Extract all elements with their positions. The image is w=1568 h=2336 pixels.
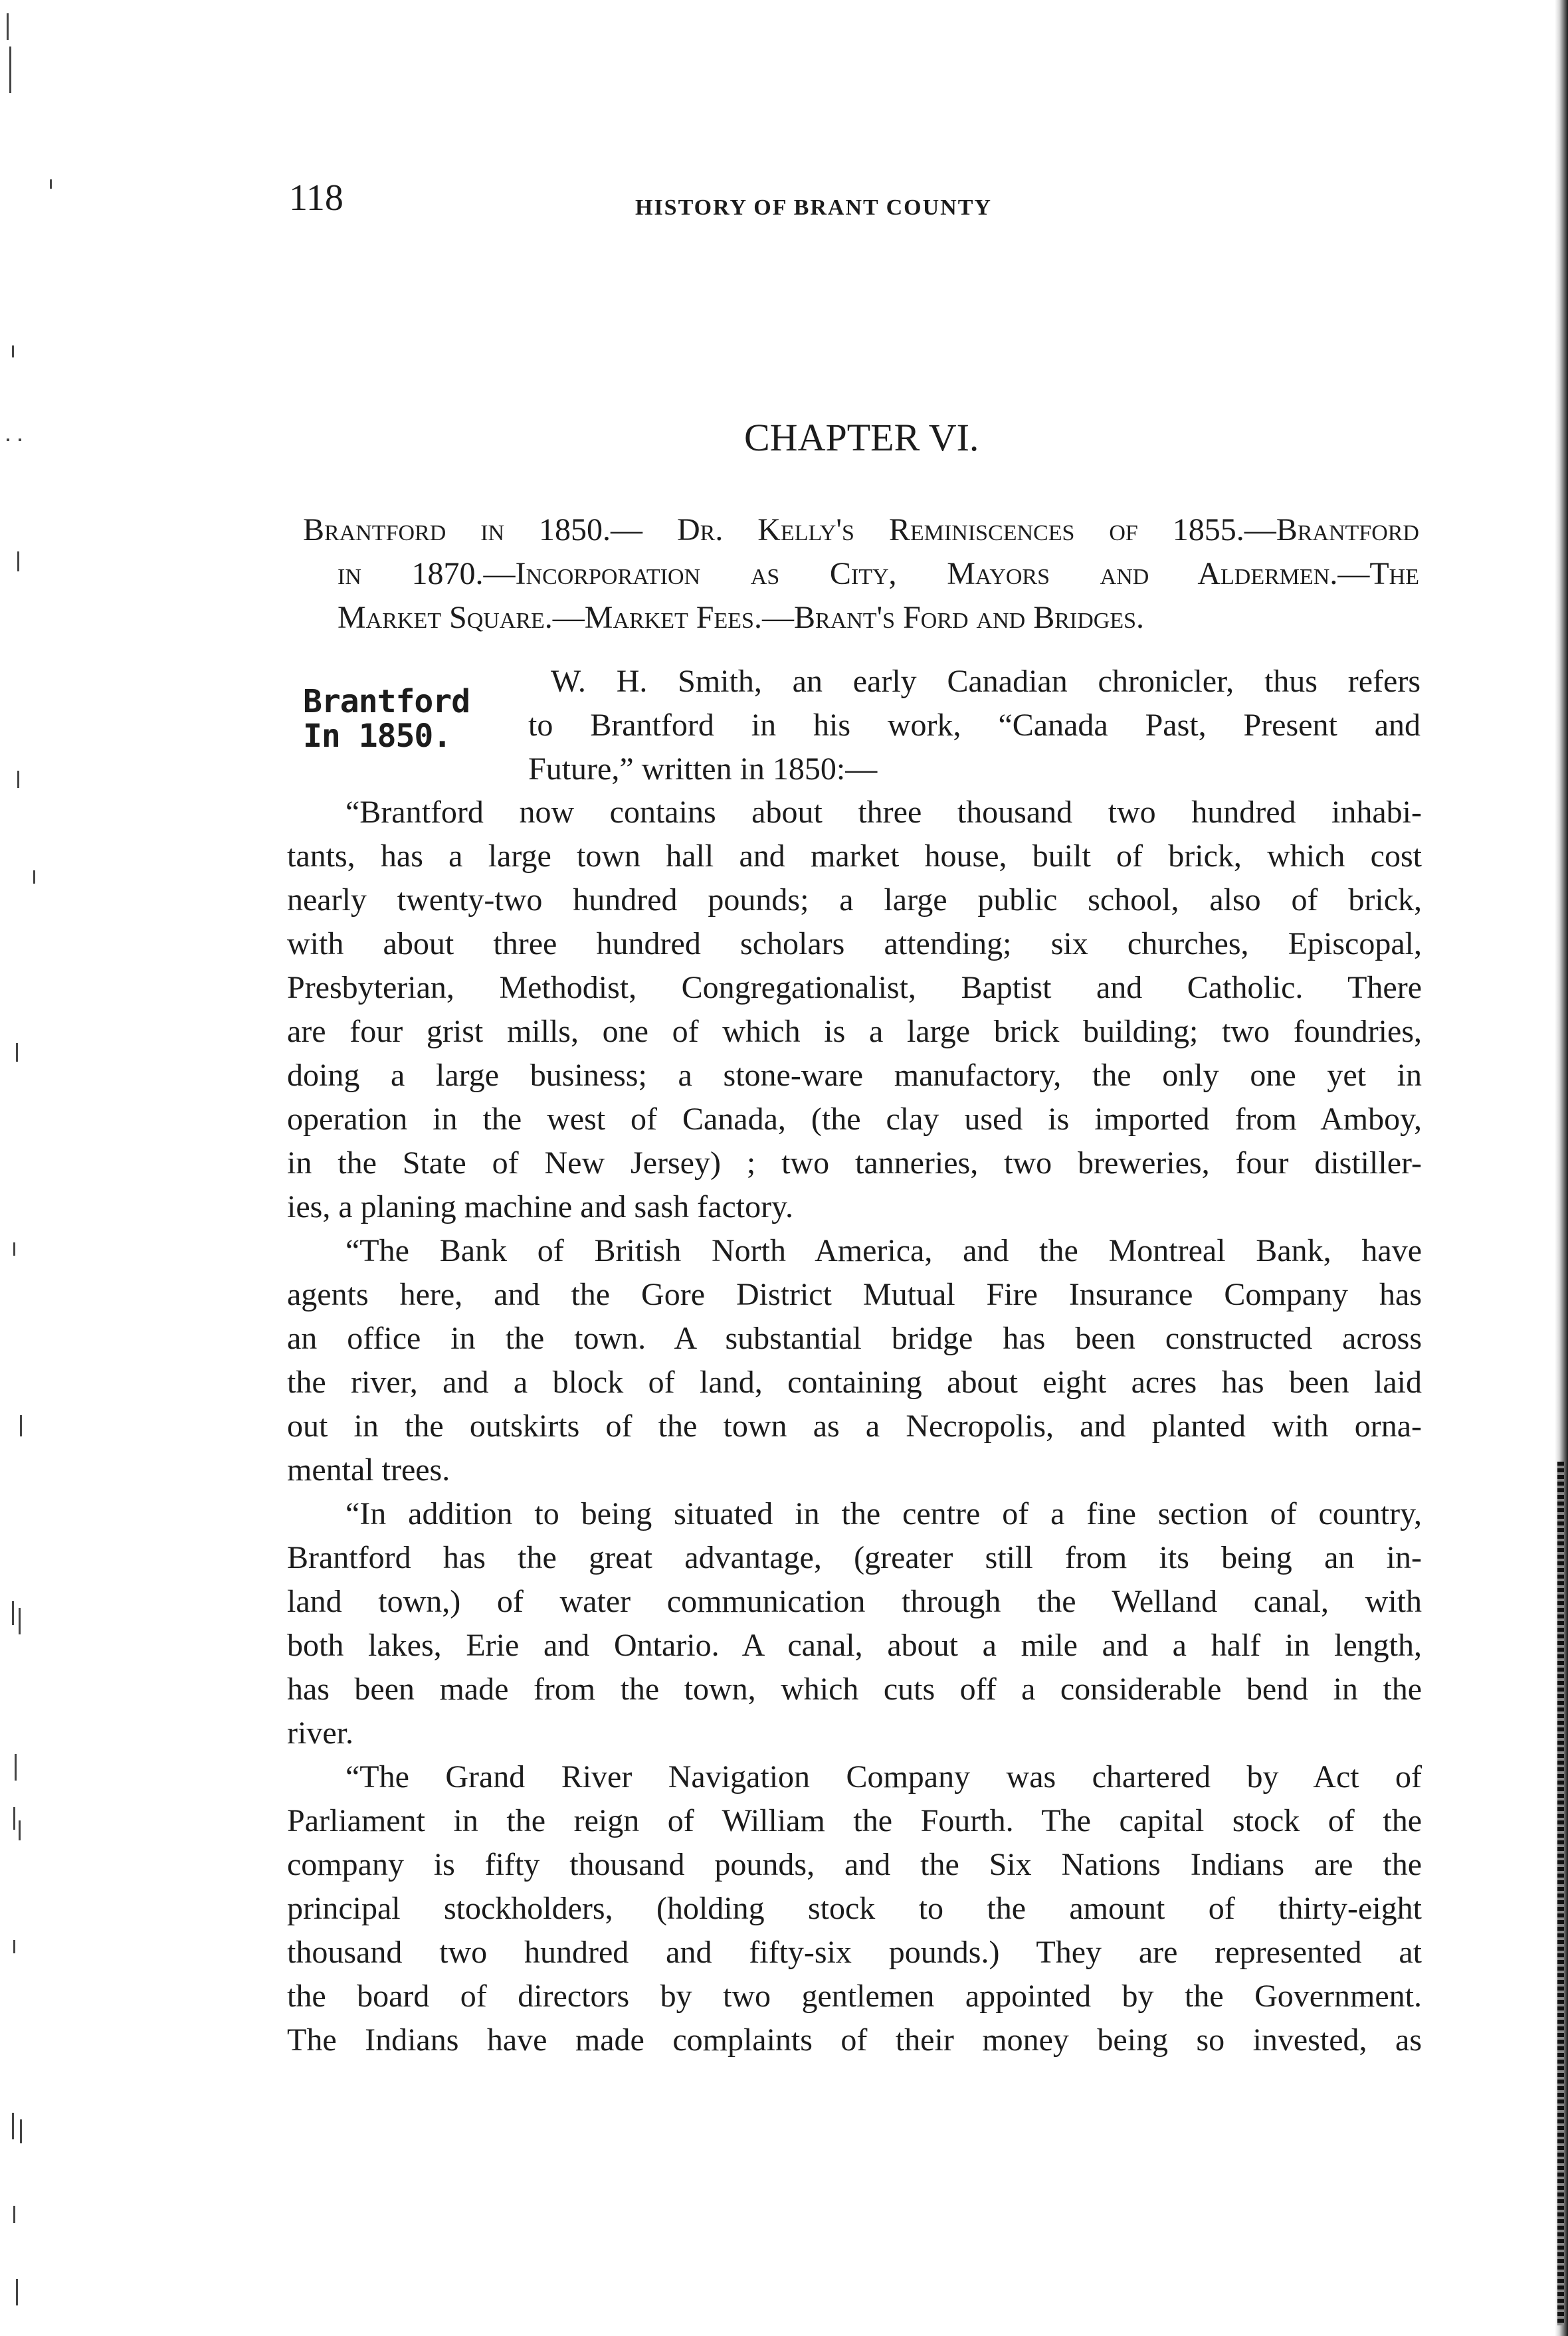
sidenote-line: In 1850.: [303, 718, 452, 755]
text-line: “Brantford now contains about three thousand two hundred inhabi-: [345, 795, 1422, 830]
text-line: agents here, and the Gore District Mutual Fire Insurance Company has: [287, 1277, 1422, 1312]
text-line: mental trees.: [287, 1452, 450, 1488]
text-line: “The Grand River Navigation Company was chartered by Act of: [345, 1759, 1422, 1795]
text-line: company is fifty thousand pounds, and the Six Nations Indians are the: [287, 1847, 1422, 1882]
chapter-summary: [303, 508, 1419, 640]
intro-line: W. H. Smith, an early Canadian chronicler, thus refers: [551, 664, 1421, 699]
sidenote-line: Brantford: [303, 683, 470, 720]
chapter-summary-line: in 1870.—Incorporation as City, Mayors and Aldermen.—The: [338, 556, 1419, 591]
text-line: Brantford has the great advantage, (greater still from its being an in-: [287, 1540, 1422, 1575]
scan-right-edge-texture: [1557, 1462, 1564, 2325]
text-line: doing a large business; a stone-ware manufactory, the only one yet in: [287, 1058, 1422, 1093]
intro-line: to Brantford in his work, “Canada Past, Present and: [528, 708, 1421, 743]
scan-left-margin-marks: [0, 0, 60, 2336]
text-line: are four grist mills, one of which is a large brick building; two foundries,: [287, 1014, 1422, 1049]
text-line: land town,) of water communication through the Welland canal, with: [287, 1584, 1422, 1619]
text-line: both lakes, Erie and Ontario. A canal, about a mile and a half in length,: [287, 1628, 1422, 1663]
text-line: Presbyterian, Methodist, Congregationalist, Baptist and Catholic. There: [287, 970, 1422, 1005]
text-line: with about three hundred scholars attending; six churches, Episcopal,: [287, 926, 1422, 961]
intro-line: Future,” written in 1850:—: [528, 751, 878, 787]
text-line: the river, and a block of land, containing about eight acres has been laid: [287, 1365, 1422, 1400]
text-line: in the State of New Jersey) ; two tanneries, two breweries, four distiller-: [287, 1145, 1422, 1181]
text-line: an office in the town. A substantial bridge has been constructed across: [287, 1321, 1422, 1356]
intro-paragraph: [528, 660, 1421, 791]
text-line: Parliament in the reign of William the Fourth. The capital stock of the: [287, 1803, 1422, 1838]
chapter-summary-line: Market Square.—Market Fees.—Brant's Ford and Bridges.: [338, 600, 1145, 635]
text-line: principal stockholders, (holding stock to the amount of thirty-eight: [287, 1891, 1422, 1926]
text-line: has been made from the town, which cuts off a considerable bend in the: [287, 1672, 1422, 1707]
text-line: nearly twenty-two hundred pounds; a large public school, also of brick,: [287, 882, 1422, 918]
text-line: “The Bank of British North America, and the Montreal Bank, have: [345, 1233, 1422, 1268]
page-number: 118: [289, 177, 343, 219]
body-text: [287, 791, 1422, 2062]
text-line: operation in the west of Canada, (the clay used is imported from Amboy,: [287, 1102, 1422, 1137]
text-line: The Indians have made complaints of their money being so invested, as: [287, 2022, 1422, 2058]
text-line: ies, a planing machine and sash factory.: [287, 1189, 793, 1224]
text-line: tants, has a large town hall and market house, built of brick, which cost: [287, 838, 1422, 874]
chapter-summary-line: Brantford in 1850.— Dr. Kelly's Reminiscences of 1855.—Brantford: [303, 512, 1419, 547]
text-line: “In addition to being situated in the centre of a fine section of country,: [345, 1496, 1422, 1531]
margin-sidenote: [303, 684, 470, 753]
text-line: the board of directors by two gentlemen appointed by the Government.: [287, 1979, 1422, 2014]
chapter-title: CHAPTER VI.: [744, 416, 979, 459]
text-line: river.: [287, 1715, 353, 1751]
running-head: HISTORY OF BRANT COUNTY: [635, 195, 992, 220]
text-line: out in the outskirts of the town as a Necropolis, and planted with orna-: [287, 1409, 1422, 1444]
text-line: thousand two hundred and fifty-six pounds.) They are represented at: [287, 1935, 1422, 1970]
